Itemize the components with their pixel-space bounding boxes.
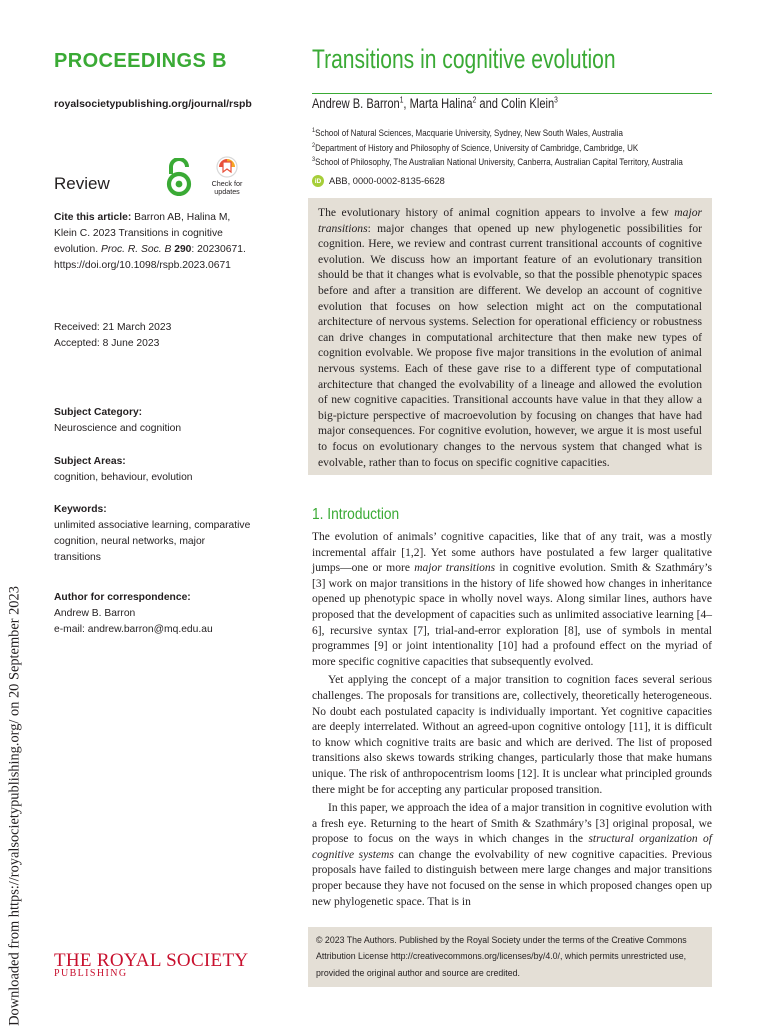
subject-category-label: Subject Category: xyxy=(54,407,143,418)
orcid-text[interactable]: ABB, 0000-0002-8135-6628 xyxy=(329,176,445,186)
orcid-icon: iD xyxy=(312,175,324,187)
subject-category-value: Neuroscience and cognition xyxy=(54,423,182,434)
subject-areas-block xyxy=(54,454,254,486)
abstract-text: The evolutionary history of animal cognition appears to involve a few major transitions: major changes that opened up new phylogenetic possibilities for cognition. Here, we review and contrast current transitional accounts of cognitive evolution. We discuss how an important feature of an evolutionary transition should be that it changes what is evolvable, so that the possible phenotypic spaces before and after a transition are different. We develop an account of cognitive evolution that focuses on how selection might act on the computational architecture of nervous systems. Selection for operational efficiency or robustness can drive changes in computational architecture that then make new types of cognition evolvable. We propose five major transitions in the evolution of animal nervous systems. Each of these gave rise to a different type of computational architecture that changed the evolvability of a lineage and allowed the evolution of new cognitive capacities. Transitional accounts have value in that they allow a big-picture perspective of macroevolution by focusing on changes that have had major consequences. For cognitive evolution, however, we argue it is most useful to focus on evolutionary changes to the nervous system that changed what is evolvable, rather than to focus on specific cognitive capacities. xyxy=(318,206,702,469)
cite-journal: Proc. R. Soc. B xyxy=(100,244,172,255)
download-stamp: Downloaded from https://royalsocietypublishing.org/ on 20 September 2023 xyxy=(6,586,23,1026)
journal-brand: PROCEEDINGS B xyxy=(54,50,228,72)
subject-areas-value: cognition, behaviour, evolution xyxy=(54,472,193,483)
royal-society-logo-sub: PUBLISHING xyxy=(54,968,128,979)
body-paragraph-2: Yet applying the concept of a major transition to cognition faces several serious challenges. The proposals for transitions are, collectively, theoretically heterogeneous. No doubt each postulated capacity is individually important. Yet cognitive capacities are deeply interrelated. Without an agreed-upon cognitive ontology [11], it is difficult to know which cognitive traits are basic and which are derived. The list of proposed transitions also skews towards striking changes, particularly those that make humans unique. The risk of anthropocentrism looms [12]. It is unclear what principled grounds there might be for accepting any particular proposed transition. xyxy=(312,674,712,796)
affiliation-2: $^2$Department of History and Philosophy of Science, University of Cambridge, Cambridge, UK xyxy=(312,141,639,153)
citation-block xyxy=(54,210,254,274)
title-divider xyxy=(312,93,712,94)
article-type: Review xyxy=(54,174,110,193)
abstract-box xyxy=(308,198,712,475)
keywords-line-2: cognition, neural networks, major transitions xyxy=(54,536,206,563)
accepted-date: Accepted: 8 June 2023 xyxy=(54,338,160,349)
license-box: © 2023 The Authors. Published by the Royal Society under the terms of the Creative Commons Attribution License http://creativecommons.org/licenses/by/4.0/, which permits unrestricted use, provided the original author and source are credited. xyxy=(308,927,712,987)
author-3-affil: 3 xyxy=(554,95,558,105)
royal-society-logo: THE ROYAL SOCIETY xyxy=(54,950,249,971)
affiliation-3: $^3$School of Philosophy, The Australian National University, Canberra, Australian Capital Territory, Australia xyxy=(312,156,683,168)
keywords-line-1: unlimited associative learning, comparative xyxy=(54,520,251,531)
orcid-row[interactable] xyxy=(312,175,445,187)
journal-url-link[interactable]: royalsocietypublishing.org/journal/rspb xyxy=(54,98,252,110)
author-3: and Colin Klein xyxy=(476,96,555,111)
cite-text: Barron AB, Halina M, Klein C. 2023 Transitions in cognitive evolution. xyxy=(54,212,231,255)
cite-label: Cite this article: xyxy=(54,212,132,223)
open-access-icon xyxy=(166,158,192,196)
keywords-block xyxy=(54,502,254,566)
download-stamp-area xyxy=(4,288,26,1026)
body-paragraph-1: The evolution of animals’ cognitive capacities, like that of any trait, was a mostly incremental affair [1,2]. Yet some authors have postulated a few larger qualitative jumps—one or more major transitions in cognitive evolution. Smith & Szathmáry’s [3] work on major transitions in the history of life showed how changes in inheritance opened up phenotypic space in wholly novel ways. Along similar lines, authors have proposed that the development of capacities such as unlimited associative learning [4–6], recursive syntax [7], trial-and-error exploration [8], use of symbols in mental programmes [9] or joint intentionality [10] had a profound effect on the myriad of more specific cognitive capacities that subsequently evolved. xyxy=(312,531,712,668)
correspondence-block xyxy=(54,590,254,638)
dates-block xyxy=(54,320,254,352)
author-1-affil: 1 xyxy=(399,95,404,105)
subject-areas-label: Subject Areas: xyxy=(54,456,126,467)
body-paragraph-3: In this paper, we approach the idea of a major transition in cognitive evolution with a fresh eye. Returning to the heart of Smith & Szathmáry’s [3] original proposal, we propose to focus on the ways in which changes in the structural organization of cognitive systems can change the evolvability of new cognitive capacities. Previous proposals have failed to distinguish between mere large changes and major transitions proper because they have not focused on the sense in which proposed changes open up new phylogenetic space. That is in xyxy=(312,802,712,908)
author-1: Andrew B. Barron xyxy=(312,96,400,111)
author-list xyxy=(312,96,558,111)
check-updates-line1: Check for xyxy=(211,179,243,188)
body-text xyxy=(312,530,712,913)
correspondence-label: Author for correspondence: xyxy=(54,592,191,603)
section-heading-introduction: 1. Introduction xyxy=(312,506,400,523)
affiliations xyxy=(312,126,683,170)
check-updates-line2: updates xyxy=(214,187,240,196)
keywords-label: Keywords: xyxy=(54,504,107,515)
cite-volume: 290 xyxy=(174,244,192,255)
correspondence-name: Andrew B. Barron xyxy=(54,608,136,619)
received-date: Received: 21 March 2023 xyxy=(54,322,172,333)
affiliation-1: $^1$School of Natural Sciences, Macquarie University, Sydney, New South Wales, Australia xyxy=(312,126,623,138)
cite-doi-link[interactable]: https://doi.org/10.1098/rspb.2023.0671 xyxy=(54,260,231,271)
correspondence-email[interactable]: e-mail: andrew.barron@mq.edu.au xyxy=(54,624,213,635)
subject-category-block xyxy=(54,405,254,437)
cite-pages: : 20230671. xyxy=(191,244,246,255)
check-for-updates-button[interactable] xyxy=(208,156,246,200)
article-title: Transitions in cognitive evolution xyxy=(312,44,616,74)
author-2-affil: 2 xyxy=(472,95,477,105)
author-2: , Marta Halina xyxy=(403,96,473,111)
check-updates-icon xyxy=(216,156,238,178)
